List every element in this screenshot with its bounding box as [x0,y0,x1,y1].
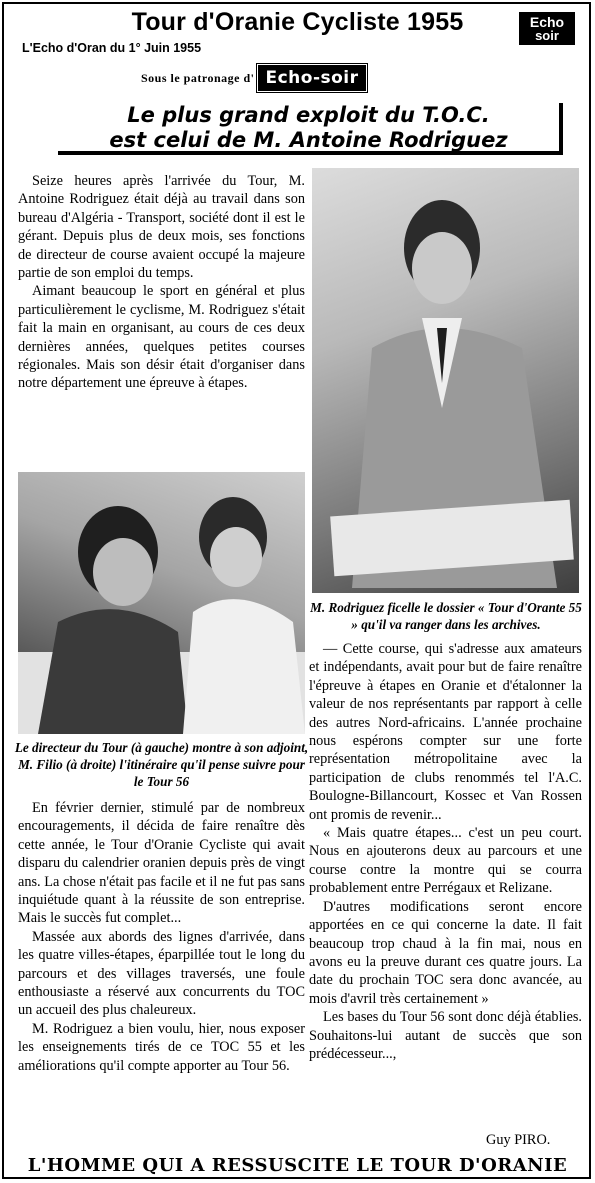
paragraph: Seize heures après l'arrivée du Tour, M. Antoine Rodriguez était déjà au travail dans son bureau d'Algéria - Transport, société dont il est le gérant. Depuis plus de deux mois, ses fonctions de directeur de course avaient occupé la majeure partie de son emploi du temps. [18,173,305,282]
article-column-right [309,640,582,1063]
photo-rodriguez-folder [312,168,579,593]
article-column-left-bottom [18,799,305,1075]
paragraph: En février dernier, stimulé par de nombreux encouragements, il décida de faire renaître dès cette année, le Tour d'Oranie Cycliste qui avait disparu du calendrier oranien depuis près de vingt ans. La chose n'était pas facile et il ne fut pas sans inquiétude quant à la réussite de son entreprise. Mais le succès fut complet... [18,800,305,927]
headline-line-1: Le plus grand exploit du T.O.C. [127,103,490,127]
paragraph: Aimant beaucoup le sport en général et plus particulièrement le cyclisme, M. Rodriguez s'était fait la main en organisant, au cours de ces deux dernières années, quelques petites courses régionales. Mais son désir était d'organiser dans notre département une épreuve à étapes. [18,283,305,392]
paragraph: « Mais quatre étapes... c'est un peu court. Nous en ajouterons deux au parcours et une course contre la montre qui se courra probablement entre Perrégaux et Relizane. [309,825,582,897]
logo-line-1: Echo [529,14,565,30]
article-column-left-top [18,172,305,393]
bottom-banner: L'HOMME QUI A RESSUSCITE LE TOUR D'ORANIE [27,1155,568,1176]
page-title: Tour d'Oranie Cycliste 1955 [131,8,464,36]
paragraph: — Cette course, qui s'adresse aux amateurs et indépendants, avait pour but de faire renaître l'épreuve à étapes en Oranie et d'étalonner la valeur de nos représentants par rapport à celle des autres Nord-africains. L'année prochaine nous espérons compter sur une forte représentation métropolitaine avec la participation de clubs renommés tel l'A.C. Boulogne-Billancourt, Kossec et Van Rossen ont promis de revenir... [309,641,582,823]
photo-caption-right: M. Rodriguez ficelle le dossier « Tour d'Orante 55 » qu'il va ranger dans les archives. [310,600,582,632]
paragraph: Les bases du Tour 56 sont donc déjà établies. Souhaitons-lui autant de succès que son prédécesseur..., [309,1009,582,1062]
photo-director-and-assistant [18,472,305,734]
paragraph: M. Rodriguez a bien voulu, hier, nous exposer les enseignements tirés de ce TOC 55 et les améliorations qu'il compte apporter au Tour 56. [18,1020,305,1074]
photo-figure [312,168,579,593]
patronage-line [141,63,366,93]
patronage-text: Sous le patronage d' [141,70,255,85]
photo-caption-left: Le directeur du Tour (à gauche) montre à son adjoint, M. Filio (à droite) l'itinéraire qu'il pense suivre pour le Tour 56 [14,740,309,789]
author-signature: Guy PIRO. [486,1132,551,1148]
headline-line-2: est celui de M. Antoine Rodriguez [109,128,508,152]
logo-line-2: soir [535,28,559,43]
echo-soir-logo [519,12,575,45]
paragraph: Massée aux abords des lignes d'arrivée, dans les quatre villes-étapes, éparpillée tout le long du parcours et des villages traversés, une foule enthousiaste a réservé aux concurrents du TOC un accueil des plus chaleureux. [18,928,305,1019]
source-line: L'Echo d'Oran du 1° Juin 1955 [22,41,202,55]
paragraph: D'autres modifications seront encore apportées en ce qui concerne la date. Il fait beaucoup trop chaud à la fin mai, nous en avons eu la preuve durant ces quatre jours. La date du prochain TOC sera donc avancée, au mois d'avril très certainement » [309,898,582,1007]
headline [58,103,563,155]
patronage-brand: Echo-soir [258,65,365,91]
photo-figures [18,472,305,734]
